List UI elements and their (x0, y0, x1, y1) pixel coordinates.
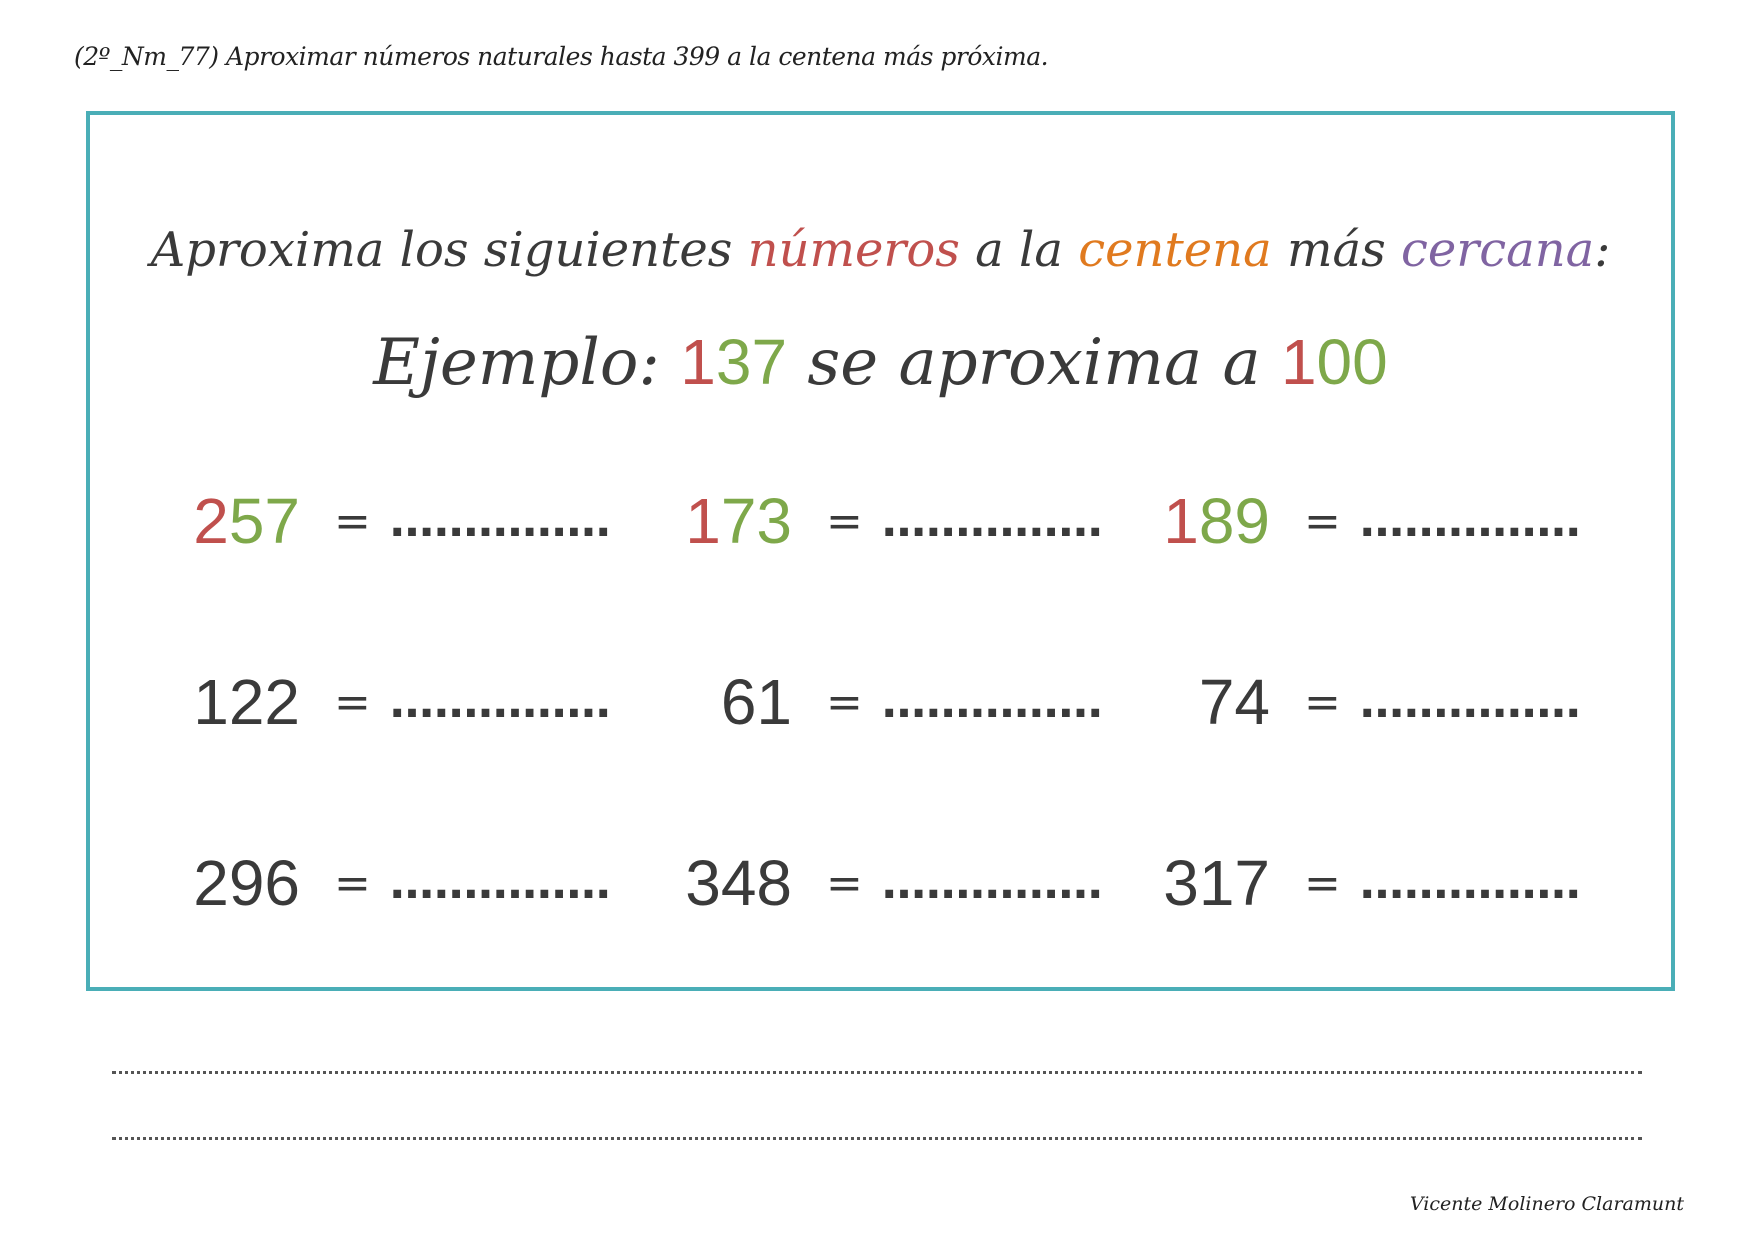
answer-blank[interactable]: ............... (1358, 676, 1580, 728)
exercise-number (180, 846, 300, 920)
exercise-number (1150, 484, 1270, 558)
equals-sign: = (1304, 676, 1341, 728)
instruction-part-4: : (1594, 222, 1611, 278)
exercise-item (180, 481, 610, 561)
exercise-number-value: 122 (193, 666, 300, 738)
equals-sign: = (334, 857, 371, 909)
exercise-number-hundreds: 2 (193, 485, 229, 557)
exercise-item (180, 843, 610, 923)
answer-blank[interactable]: ............... (388, 857, 610, 909)
example-number-hundreds: 1 (680, 326, 716, 398)
worksheet-heading: (2º_Nm_77) Aproximar números naturales hasta 399 a la centena más próxima. (74, 42, 1049, 71)
answer-blank[interactable]: ............... (880, 857, 1102, 909)
exercise-number (1150, 846, 1270, 920)
word-numeros: números (747, 222, 960, 278)
exercise-number-rest: 57 (228, 485, 300, 557)
instruction-part-2: a la (959, 222, 1079, 278)
exercise-item (672, 481, 1102, 561)
exercise-item (672, 662, 1102, 742)
exercise-item (1150, 662, 1580, 742)
word-centena: centena (1078, 222, 1272, 278)
exercise-number (672, 846, 792, 920)
answer-line-1[interactable] (112, 1071, 1642, 1074)
equals-sign: = (1304, 857, 1341, 909)
exercise-number (672, 484, 792, 558)
exercise-grid (90, 115, 1671, 987)
author-credit: Vicente Molinero Claramunt (1409, 1193, 1684, 1215)
example-middle: se aproxima a (787, 326, 1281, 400)
exercise-number (672, 665, 792, 739)
example-number-rest: 37 (715, 326, 788, 398)
example-label: Ejemplo: (373, 326, 681, 400)
exercise-number (180, 484, 300, 558)
exercise-number (1150, 665, 1270, 739)
equals-sign: = (334, 495, 371, 547)
exercise-item (672, 843, 1102, 923)
answer-blank[interactable]: ............... (388, 495, 610, 547)
exercise-frame (86, 111, 1675, 991)
word-cercana: cercana (1400, 222, 1595, 278)
answer-blank[interactable]: ............... (880, 495, 1102, 547)
answer-blank[interactable]: ............... (1358, 857, 1580, 909)
exercise-number-rest: 89 (1198, 485, 1270, 557)
exercise-number-value: 296 (193, 847, 300, 919)
equals-sign: = (826, 495, 863, 547)
exercise-number-value: 74 (1198, 666, 1270, 738)
exercise-number-hundreds: 1 (1163, 485, 1199, 557)
example-answer-hundreds: 1 (1280, 326, 1317, 398)
equals-sign: = (826, 676, 863, 728)
equals-sign: = (826, 857, 863, 909)
exercise-item (1150, 843, 1580, 923)
answer-blank[interactable]: ............... (388, 676, 610, 728)
exercise-item (180, 662, 610, 742)
answer-blank[interactable]: ............... (1358, 495, 1580, 547)
exercise-number (180, 665, 300, 739)
exercise-number-value: 317 (1163, 847, 1270, 919)
exercise-number-value: 61 (720, 666, 792, 738)
exercise-number-rest: 73 (720, 485, 792, 557)
exercise-number-hundreds: 1 (685, 485, 721, 557)
equals-sign: = (1304, 495, 1341, 547)
equals-sign: = (334, 676, 371, 728)
example-answer-rest: 00 (1316, 326, 1388, 398)
instruction-part-3: más (1271, 222, 1401, 278)
instruction-part-1: Aproxima los siguientes (150, 222, 748, 278)
exercise-number-value: 348 (685, 847, 792, 919)
answer-blank[interactable]: ............... (880, 676, 1102, 728)
exercise-item (1150, 481, 1580, 561)
answer-line-2[interactable] (112, 1137, 1642, 1140)
